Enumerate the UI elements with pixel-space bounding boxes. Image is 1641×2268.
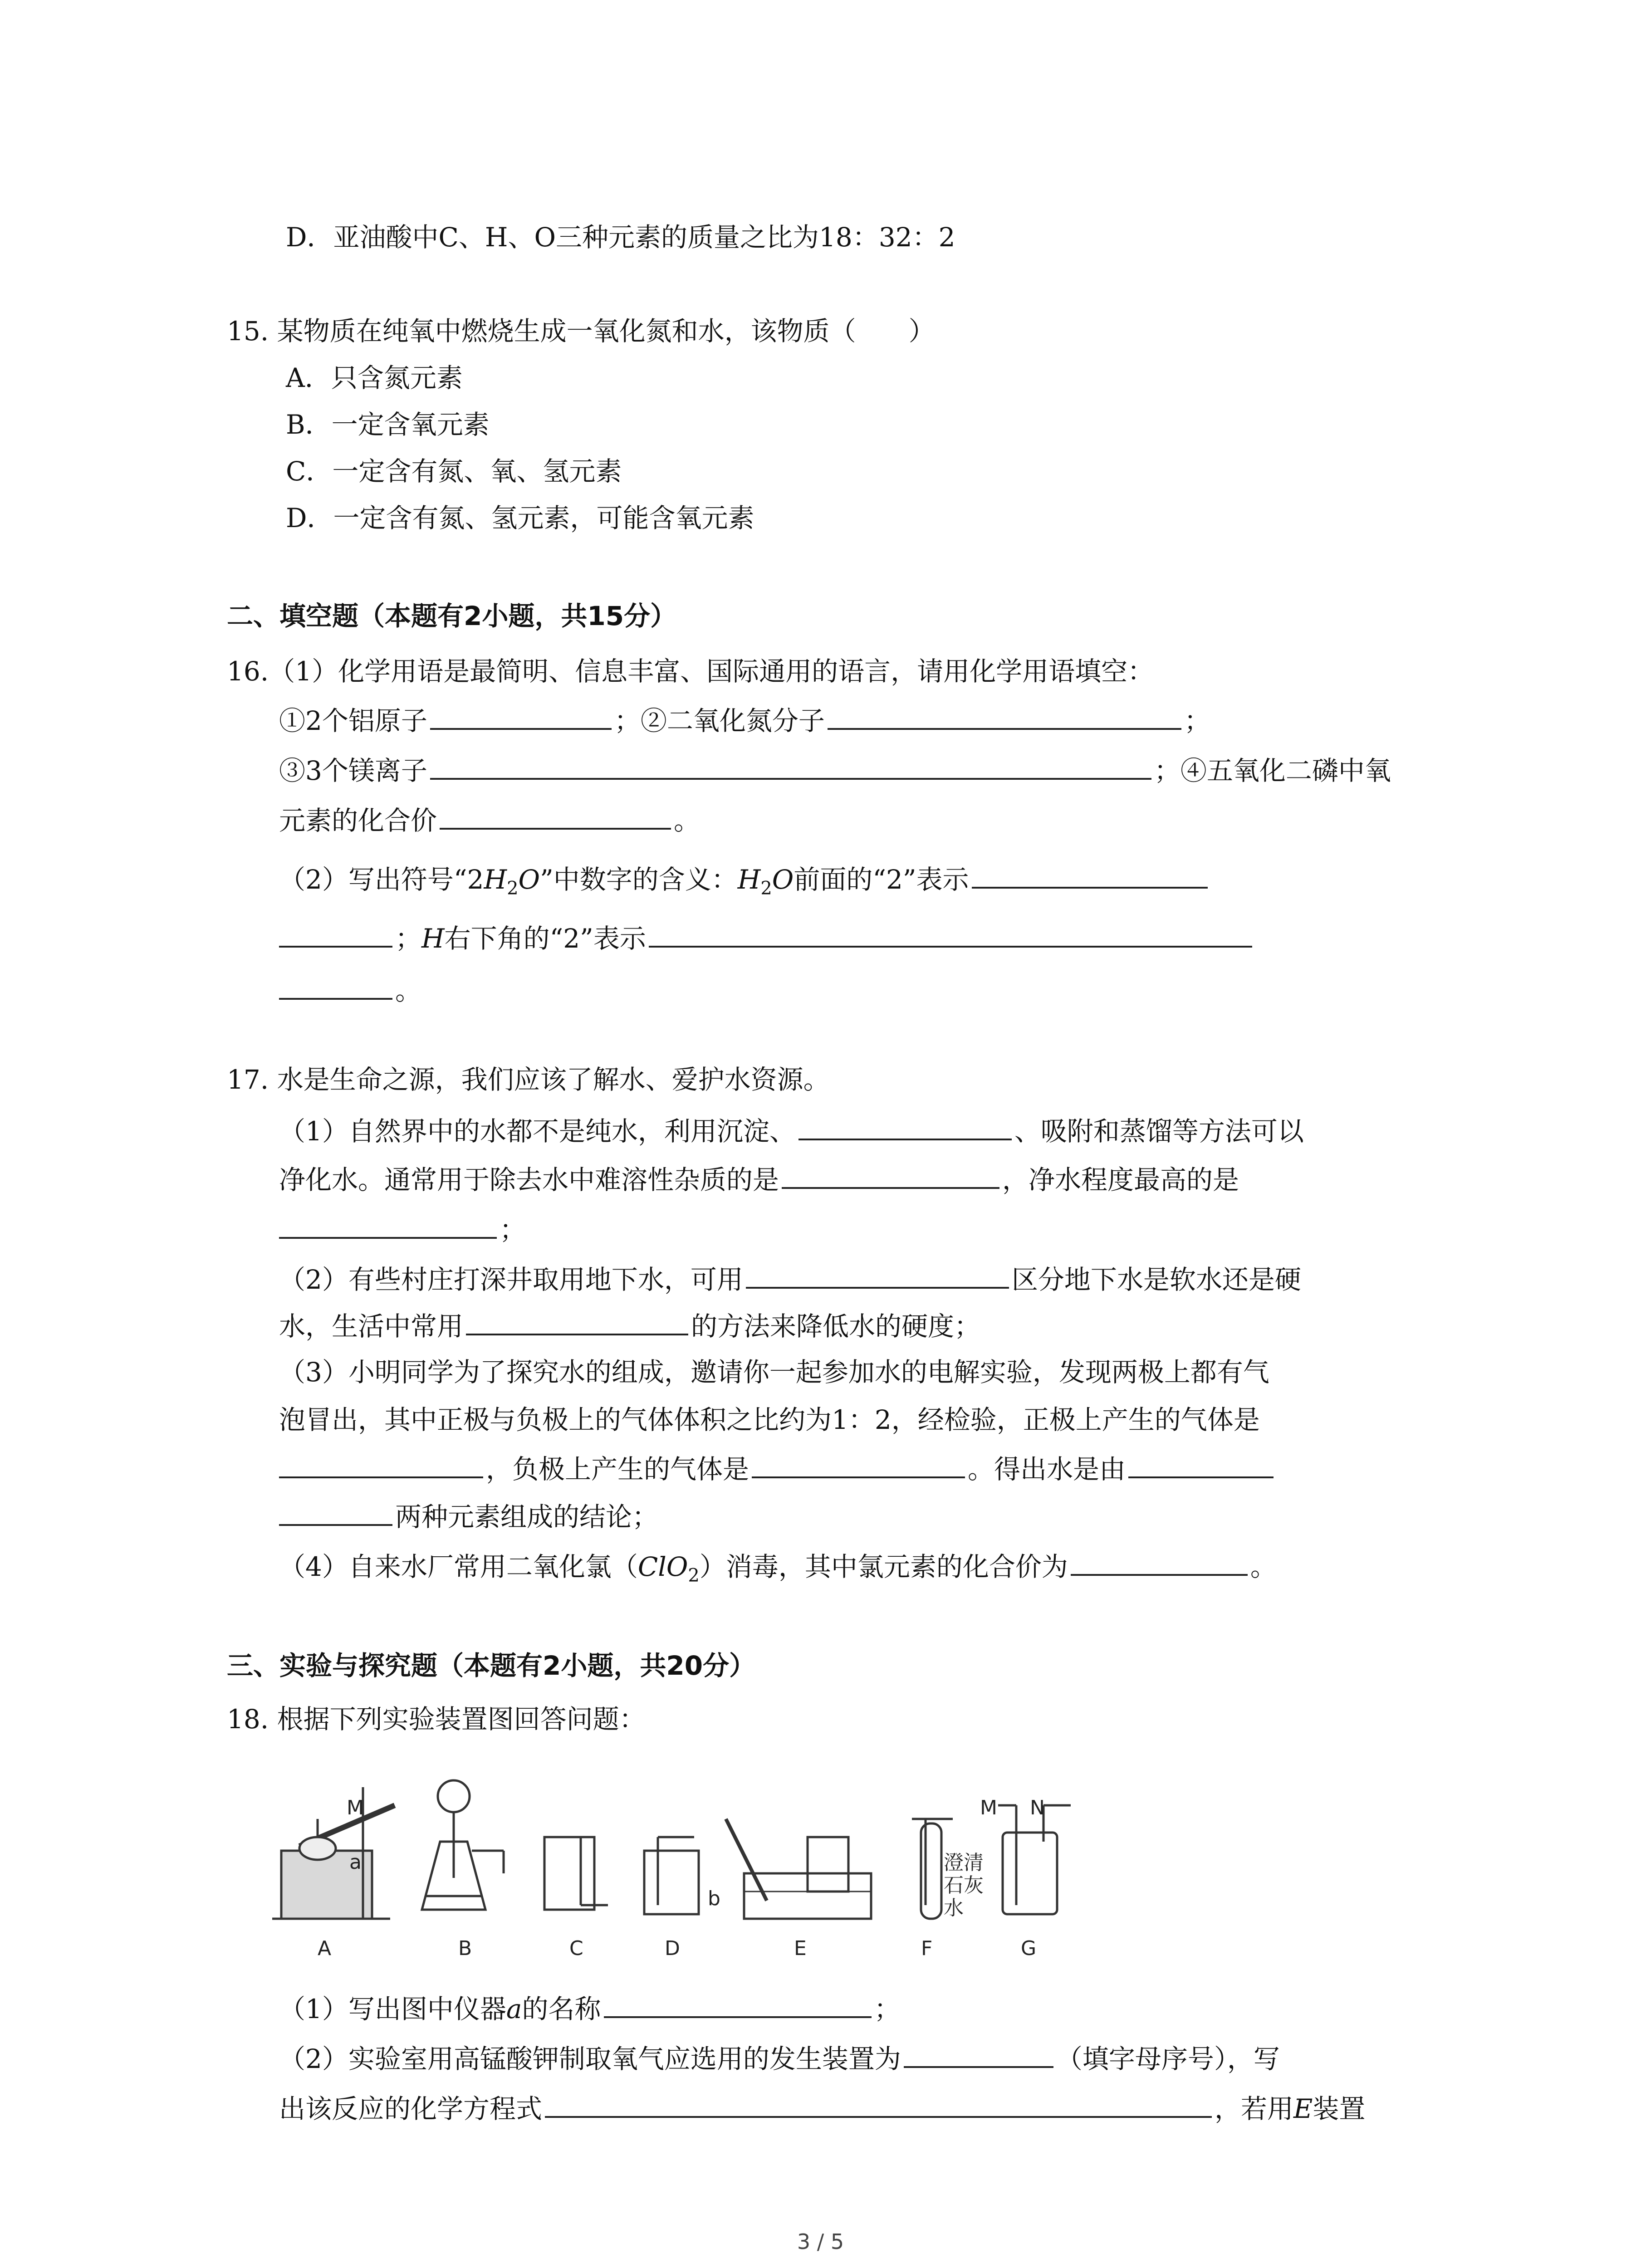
q15-option-b: B．一定含氧元素 bbox=[286, 409, 490, 440]
label-m: M bbox=[347, 1796, 364, 1819]
answer-blank[interactable] bbox=[430, 701, 612, 730]
answer-blank[interactable] bbox=[972, 860, 1208, 889]
figure-label-a: A bbox=[318, 1937, 332, 1960]
q17-part1-line3: ； bbox=[279, 1210, 526, 1248]
q16-stem: 16.（1）化学用语是最简明、信息丰富、国际通用的语言，请用化学用语填空： bbox=[227, 656, 1154, 687]
answer-blank[interactable] bbox=[430, 751, 1151, 780]
answer-blank[interactable] bbox=[1071, 1547, 1248, 1576]
q18-stem: 18. 根据下列实验装置图回答问题： bbox=[227, 1704, 646, 1735]
figure-label-f: F bbox=[921, 1937, 933, 1960]
answer-blank[interactable] bbox=[279, 1210, 497, 1239]
q14-option-d: D．亚油酸中C、H、O三种元素的质量之比为18：32：2 bbox=[286, 222, 955, 253]
answer-blank[interactable] bbox=[649, 919, 1252, 948]
q17-part3-line2: 泡冒出，其中正极与负极上的气体体积之比约为1：2，经检验，正极上产生的气体是 bbox=[279, 1404, 1260, 1435]
label-m: M bbox=[980, 1796, 997, 1819]
q16-line5: ；H右下角的“2”表示 bbox=[279, 919, 1255, 957]
answer-blank[interactable] bbox=[279, 1497, 392, 1526]
section-2-title: 二、填空题（本题有2小题，共15分） bbox=[227, 601, 677, 631]
label-a: a bbox=[349, 1851, 362, 1874]
figure-label-e: E bbox=[794, 1937, 807, 1960]
figure-label-b: B bbox=[458, 1937, 472, 1960]
apparatus-d bbox=[644, 1837, 699, 1914]
apparatus-a bbox=[272, 1787, 395, 1919]
q17-part3-line3: ，负极上产生的气体是 。得出水是由 bbox=[279, 1449, 1276, 1487]
q17-part4: （4）自来水厂常用二氧化氯（ClO$_2$）消毒，其中氯元素的化合价为 。 bbox=[279, 1547, 1277, 1594]
answer-blank[interactable] bbox=[545, 2089, 1212, 2118]
answer-blank[interactable] bbox=[279, 919, 392, 948]
q15-stem: 15. 某物质在纯氧中燃烧生成一氧化氮和水，该物质（ ） bbox=[227, 316, 935, 347]
q17-part3-line1: （3）小明同学为了探究水的组成，邀请你一起参加水的电解实验，发现两极上都有气 bbox=[279, 1357, 1269, 1388]
q16-part2: （2）写出符号“$2H_2O$”中数字的含义：$H_2O$前面的“2”表示 bbox=[279, 860, 1210, 907]
answer-blank[interactable] bbox=[279, 1449, 483, 1478]
figure-label-g: G bbox=[1021, 1937, 1037, 1960]
answer-blank[interactable] bbox=[798, 1111, 1012, 1140]
q18-part2-line2: 出该反应的化学方程式 ，若用E装置 bbox=[279, 2089, 1365, 2127]
q17-part2-line1: （2）有些村庄打深井取用地下水，可用 区分地下水是软水还是硬 bbox=[279, 1260, 1301, 1298]
q18-part1: （1）写出图中仪器a的名称 ； bbox=[279, 1989, 901, 2027]
apparatus-b bbox=[422, 1780, 504, 1910]
answer-blank[interactable] bbox=[904, 2039, 1053, 2068]
answer-blank[interactable] bbox=[1128, 1449, 1274, 1478]
q17-stem: 17. 水是生命之源，我们应该了解水、爱护水资源。 bbox=[227, 1064, 830, 1095]
q17-part1-line1: （1）自然界中的水都不是纯水，利用沉淀、 、吸附和蒸馏等方法可以 bbox=[279, 1111, 1304, 1149]
figure-label-c: C bbox=[569, 1937, 583, 1960]
apparatus-c bbox=[544, 1837, 608, 1910]
q18-part2-line1: （2）实验室用高锰酸钾制取氧气应选用的发生装置为 （填字母序号），写 bbox=[279, 2039, 1280, 2077]
q16-line1: ①2个铝原子 ；②二氧化氮分子 ； bbox=[279, 701, 1210, 739]
answer-blank[interactable] bbox=[604, 1989, 872, 2018]
label-b: b bbox=[708, 1887, 720, 1910]
figure-label-d: D bbox=[665, 1937, 680, 1960]
answer-blank[interactable] bbox=[782, 1160, 999, 1189]
answer-blank[interactable] bbox=[746, 1260, 1009, 1289]
q17-part2-line2: 水，生活中常用 的方法来降低水的硬度； bbox=[279, 1306, 980, 1344]
answer-blank[interactable] bbox=[466, 1306, 688, 1335]
limewater-label-3: 水 bbox=[944, 1897, 964, 1920]
label-n: N bbox=[1030, 1796, 1045, 1819]
answer-blank[interactable] bbox=[279, 971, 392, 1000]
q16-line6: 。 bbox=[279, 971, 421, 1009]
answer-blank[interactable] bbox=[440, 801, 671, 830]
apparatus-e bbox=[726, 1819, 871, 1919]
q16-line3: 元素的化合价 。 bbox=[279, 801, 700, 839]
q15-option-a: A．只含氮元素 bbox=[286, 362, 463, 393]
apparatus-g bbox=[998, 1805, 1071, 1914]
q15-option-d: D．一定含有氮、氢元素，可能含氧元素 bbox=[286, 503, 754, 533]
section-3-title: 三、实验与探究题（本题有2小题，共20分） bbox=[227, 1650, 756, 1681]
limewater-label-1: 澄清 bbox=[944, 1851, 984, 1874]
limewater-label-2: 石灰 bbox=[944, 1874, 984, 1897]
q15-option-c: C．一定含有氮、氧、氢元素 bbox=[286, 456, 622, 487]
page-number: 3 / 5 bbox=[797, 2229, 844, 2254]
answer-blank[interactable] bbox=[828, 701, 1181, 730]
q17-part1-line2: 净化水。通常用于除去水中难溶性杂质的是 ，净水程度最高的是 bbox=[279, 1160, 1239, 1198]
q17-part3-line4: 两种元素组成的结论； bbox=[279, 1497, 658, 1535]
q16-line2: ③3个镁离子 ；④五氧化二磷中氧 bbox=[279, 751, 1391, 789]
answer-blank[interactable] bbox=[752, 1449, 965, 1478]
